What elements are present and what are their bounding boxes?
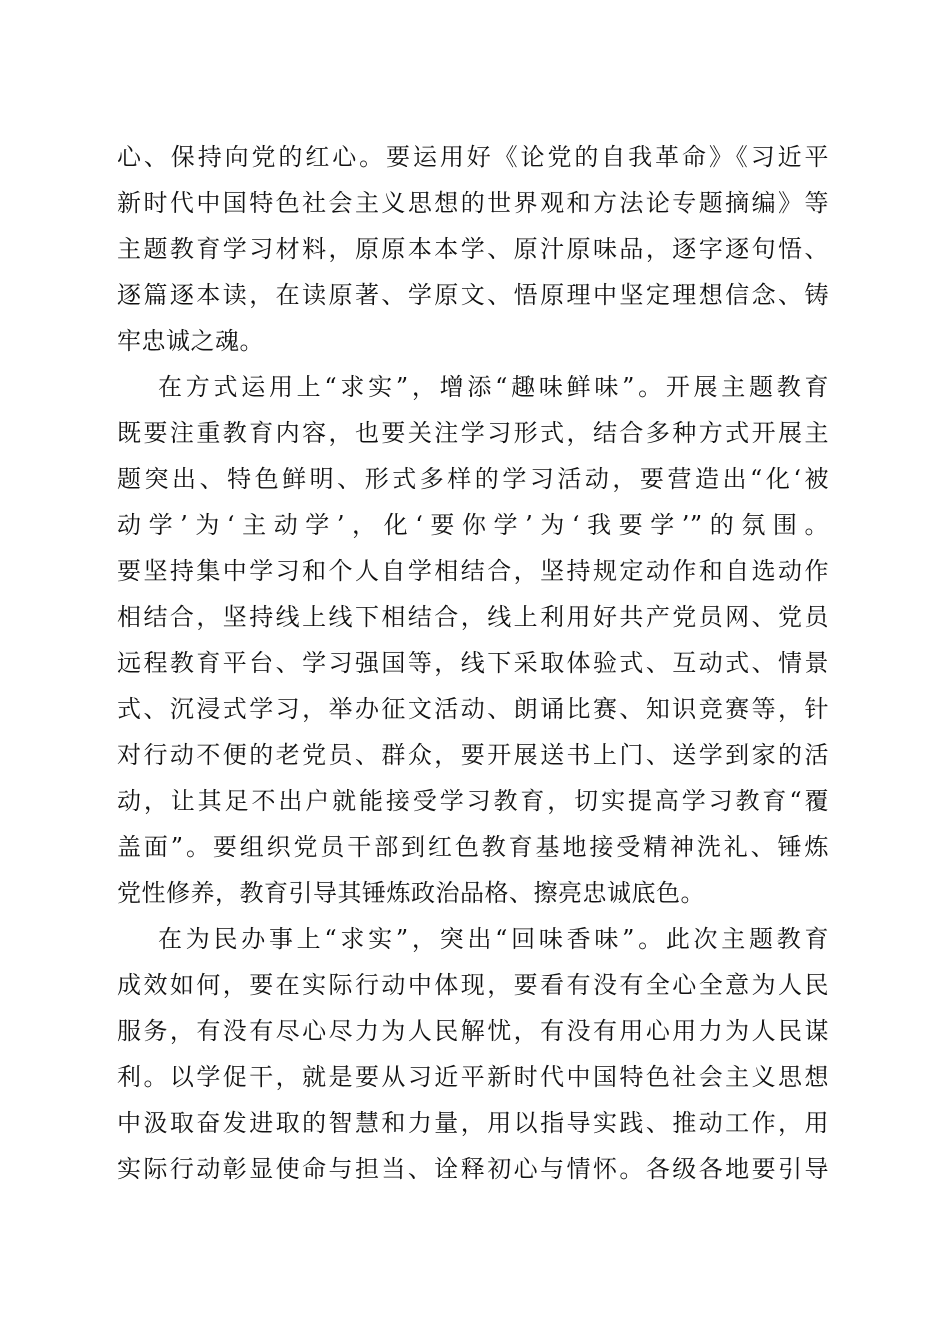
- text-line: 相结合，坚持线上线下相结合，线上利用好共产党员网、党员: [117, 603, 829, 631]
- text-line: 对行动不便的老党员、群众，要开展送书上门、送学到家的活: [117, 741, 829, 769]
- text-line: 在方式运用上“求实”，增添“趣味鲜味”。开展主题教育: [158, 373, 829, 401]
- text-line: 主题教育学习材料，原原本本学、原汁原味品，逐字逐句悟、: [117, 235, 829, 263]
- text-line: 服务，有没有尽心尽力为人民解忧，有没有用心用力为人民谋: [117, 1017, 829, 1045]
- text-line: 在为民办事上“求实”，突出“回味香味”。此次主题教育: [158, 925, 829, 953]
- text-line: 远程教育平台、学习强国等，线下采取体验式、互动式、情景: [117, 649, 829, 677]
- text-line: 实际行动彰显使命与担当、诠释初心与情怀。各级各地要引导: [117, 1155, 829, 1183]
- text-line: 盖面”。要组织党员干部到红色教育基地接受精神洗礼、锤炼: [117, 833, 829, 861]
- paragraph-1: [117, 134, 829, 364]
- text-line: 中汲取奋发进取的智慧和力量，用以指导实践、推动工作，用: [117, 1109, 829, 1137]
- paragraph-3: [117, 916, 829, 1192]
- text-line: 心、保持向党的红心。要运用好《论党的自我革命》《习近平: [117, 143, 829, 171]
- text-line: 逐篇逐本读，在读原著、学原文、悟原理中坚定理想信念、铸: [117, 281, 829, 309]
- text-line: 党性修养，教育引导其锤炼政治品格、擦亮忠诚底色。: [117, 879, 705, 907]
- text-line: 既要注重教育内容，也要关注学习形式，结合多种方式开展主: [117, 419, 829, 447]
- text-line: 新时代中国特色社会主义思想的世界观和方法论专题摘编》等: [117, 189, 829, 217]
- text-line: 要坚持集中学习和个人自学相结合，坚持规定动作和自选动作: [117, 557, 829, 585]
- text-line: 牢忠诚之魂。: [117, 327, 264, 355]
- text-line: 动，让其足不出户就能接受学习教育，切实提高学习教育“覆: [117, 787, 829, 815]
- text-line: 利。以学促干，就是要从习近平新时代中国特色社会主义思想: [117, 1063, 829, 1091]
- paragraph-2: [117, 364, 829, 916]
- text-line: 成效如何，要在实际行动中体现，要看有没有全心全意为人民: [117, 971, 829, 999]
- text-line: 动学’为‘主动学’，化‘要你学’为‘我要学’”的氛围。: [117, 511, 829, 539]
- text-line: 题突出、特色鲜明、形式多样的学习活动，要营造出“化‘被: [117, 465, 829, 493]
- text-line: 式、沉浸式学习，举办征文活动、朗诵比赛、知识竞赛等，针: [117, 695, 829, 723]
